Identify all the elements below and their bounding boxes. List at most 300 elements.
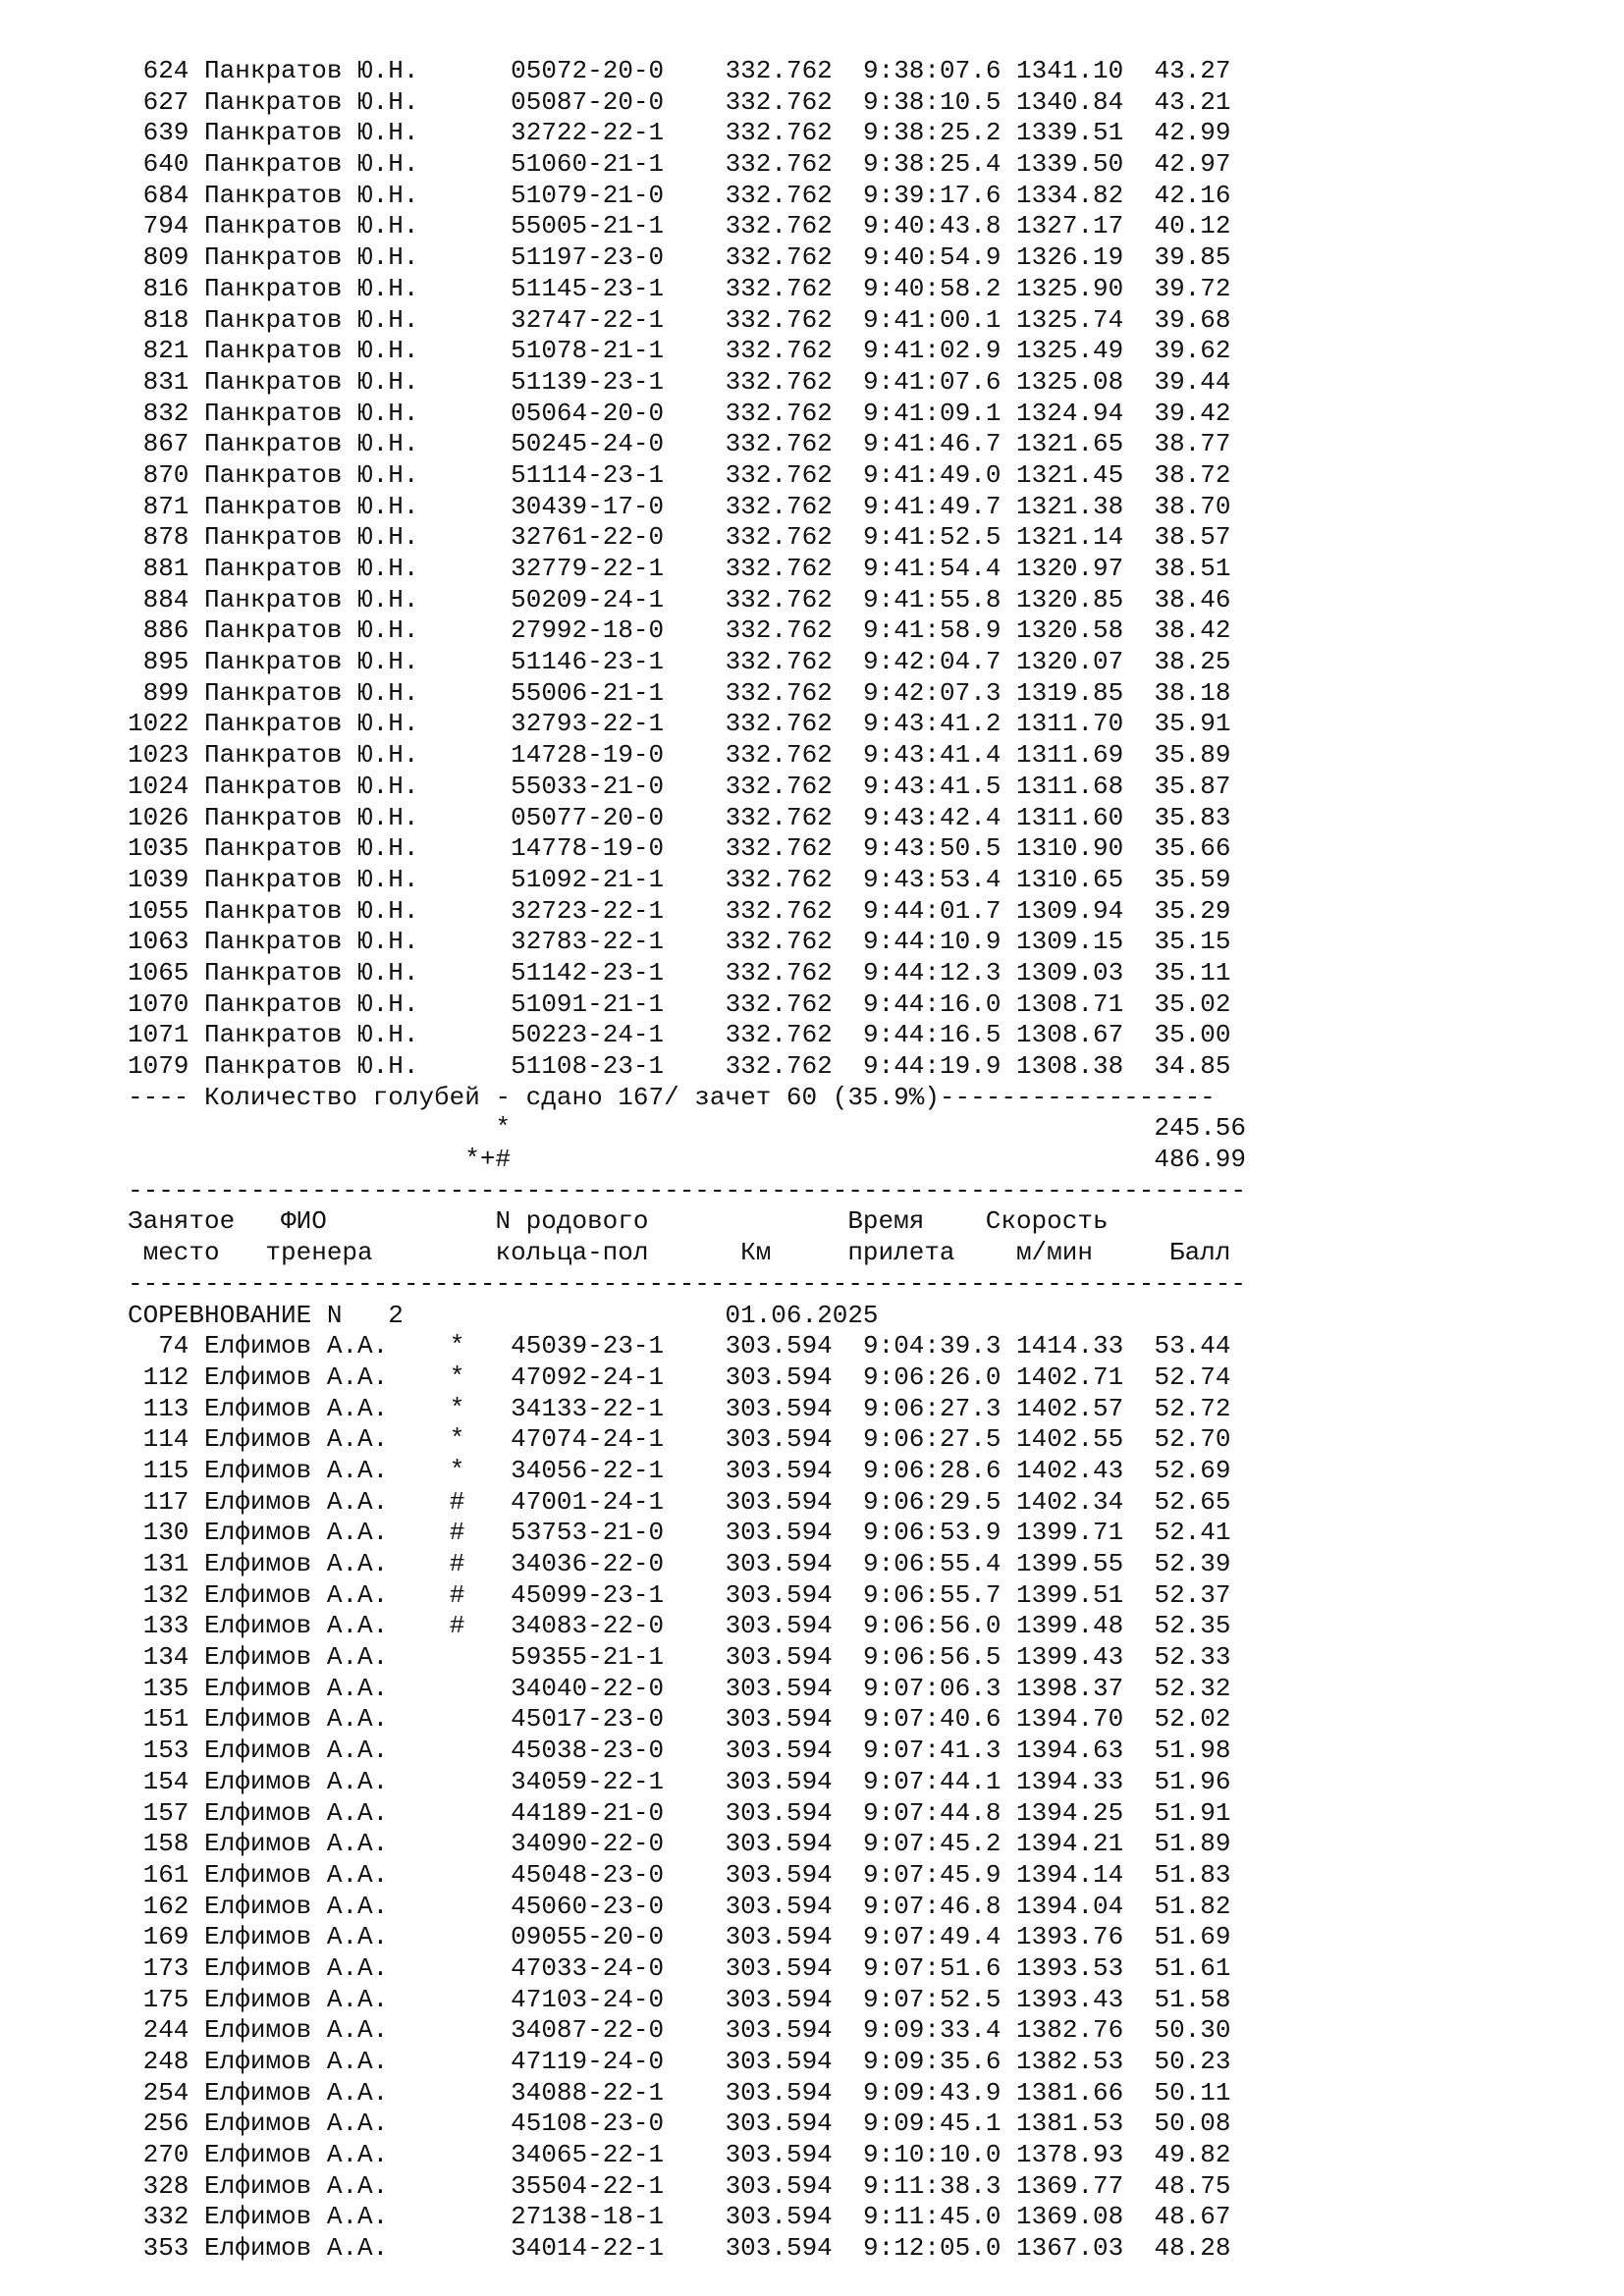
cell-mark — [450, 1798, 465, 1828]
cell-score: 38.70 — [1138, 491, 1231, 521]
cell-km: 303.594 — [725, 1922, 833, 1952]
cell-ring: 45039-23-1 — [511, 1331, 665, 1362]
cell-score: 42.97 — [1138, 149, 1231, 180]
cell-ring: 47092-24-1 — [511, 1362, 665, 1392]
cell-speed: 1309.94 — [1016, 895, 1124, 926]
cell-speed: 1321.65 — [1016, 429, 1124, 459]
table-row — [128, 1580, 1502, 1612]
cell-speed: 1308.67 — [1016, 1020, 1124, 1050]
cell-ring: 51108-23-1 — [511, 1051, 665, 1081]
cell-arrival-time: 9:43:41.4 — [863, 740, 1001, 771]
cell-mark — [450, 2233, 465, 2263]
cell-mark — [450, 772, 465, 801]
cell-score: 51.82 — [1138, 1891, 1231, 1921]
cell-place: 1079 — [128, 1051, 189, 1081]
cell-speed: 1311.68 — [1016, 771, 1124, 801]
cell-mark — [450, 149, 465, 179]
table-row — [128, 927, 1502, 958]
cell-trainer: Панкратов Ю.Н. — [204, 957, 435, 988]
cell-trainer: Елфимов А.А. — [204, 2015, 435, 2046]
cell-place: 627 — [128, 86, 189, 117]
column-header-top: Занятое ФИО N родового Время Скорость — [128, 1206, 1109, 1237]
cell-km: 303.594 — [725, 1579, 833, 1610]
cell-ring: 51078-21-1 — [511, 336, 665, 366]
cell-score: 52.72 — [1138, 1393, 1231, 1423]
cell-ring: 47033-24-0 — [511, 1952, 665, 1983]
table-row — [128, 460, 1502, 492]
cell-mark: * — [449, 1424, 465, 1455]
cell-trainer: Елфимов А.А. — [204, 1829, 435, 1859]
cell-mark — [450, 2078, 465, 2108]
cell-trainer: Панкратов Ю.Н. — [204, 1051, 435, 1081]
cell-speed: 1382.76 — [1016, 2015, 1124, 2046]
cell-trainer: Елфимов А.А. — [204, 1486, 435, 1517]
table-row — [128, 958, 1502, 989]
cell-ring: 09055-20-0 — [511, 1922, 665, 1952]
cell-score: 52.69 — [1138, 1455, 1231, 1485]
table-row — [128, 1424, 1502, 1456]
cell-ring: 05087-20-0 — [511, 86, 665, 117]
cell-trainer: Елфимов А.А. — [204, 2202, 435, 2232]
table-row — [128, 1767, 1502, 1798]
table-row — [128, 492, 1502, 523]
cell-trainer: Елфимов А.А. — [204, 2233, 435, 2264]
cell-speed: 1402.71 — [1016, 1362, 1124, 1392]
table-row — [128, 2140, 1502, 2171]
cell-speed: 1311.60 — [1016, 802, 1124, 832]
cell-arrival-time: 9:38:25.2 — [863, 118, 1001, 148]
cell-trainer: Панкратов Ю.Н. — [204, 740, 435, 771]
cell-score: 35.11 — [1138, 957, 1231, 988]
cell-trainer: Панкратов Ю.Н. — [204, 273, 435, 303]
cell-arrival-time: 9:07:44.8 — [863, 1797, 1001, 1828]
cell-mark — [450, 1953, 465, 1983]
cell-score: 39.72 — [1138, 273, 1231, 303]
cell-place: 1035 — [128, 833, 189, 864]
cell-score: 52.41 — [1138, 1518, 1231, 1548]
cell-mark — [450, 1051, 465, 1081]
cell-mark: * — [449, 1331, 465, 1362]
table-row — [128, 1704, 1502, 1735]
cell-trainer: Елфимов А.А. — [204, 1704, 435, 1735]
cell-mark — [450, 1767, 465, 1796]
table-row — [128, 181, 1502, 212]
cell-score: 43.21 — [1138, 86, 1231, 117]
cell-arrival-time: 9:07:45.2 — [863, 1829, 1001, 1859]
cell-score: 35.66 — [1138, 833, 1231, 864]
cell-mark — [450, 554, 465, 583]
cell-ring: 50245-24-0 — [511, 429, 665, 459]
cell-score: 39.85 — [1138, 242, 1231, 273]
cell-speed: 1394.33 — [1016, 1766, 1124, 1796]
cell-score: 51.69 — [1138, 1922, 1231, 1952]
cell-mark — [450, 367, 465, 397]
cell-mark: # — [449, 1549, 465, 1578]
total-line — [128, 1113, 1502, 1145]
cell-mark — [450, 1020, 465, 1049]
cell-trainer: Елфимов А.А. — [204, 1952, 435, 1983]
cell-mark — [450, 56, 465, 85]
cell-trainer: Елфимов А.А. — [204, 2140, 435, 2170]
cell-trainer: Елфимов А.А. — [204, 1859, 435, 1890]
cell-score: 34.85 — [1138, 1051, 1231, 1081]
cell-mark — [450, 647, 465, 676]
cell-arrival-time: 9:06:27.3 — [863, 1393, 1001, 1423]
cell-place: 1071 — [128, 1020, 189, 1050]
cell-speed: 1311.69 — [1016, 740, 1124, 771]
cell-speed: 1325.49 — [1016, 336, 1124, 366]
cell-ring: 51091-21-1 — [511, 988, 665, 1019]
cell-speed: 1394.21 — [1016, 1829, 1124, 1859]
cell-place: 158 — [128, 1829, 189, 1859]
cell-place: 161 — [128, 1859, 189, 1890]
cell-ring: 34083-22-0 — [511, 1611, 665, 1641]
cell-speed: 1393.43 — [1016, 1984, 1124, 2014]
cell-ring: 34088-22-1 — [511, 2077, 665, 2108]
cell-place: 117 — [128, 1486, 189, 1517]
cell-mark — [450, 336, 465, 365]
cell-place: 132 — [128, 1579, 189, 1610]
cell-speed: 1310.90 — [1016, 833, 1124, 864]
cell-trainer: Елфимов А.А. — [204, 1673, 435, 1703]
cell-score: 50.23 — [1138, 2047, 1231, 2076]
cell-place: 1023 — [128, 740, 189, 771]
cell-speed: 1320.58 — [1016, 615, 1124, 646]
cell-trainer: Елфимов А.А. — [204, 1611, 435, 1641]
cell-speed: 1341.10 — [1016, 56, 1124, 85]
cell-speed: 1402.55 — [1016, 1424, 1124, 1455]
cell-trainer: Панкратов Ю.Н. — [204, 864, 435, 894]
cell-km: 303.594 — [725, 1891, 833, 1921]
cell-trainer: Елфимов А.А. — [204, 1455, 435, 1485]
cell-arrival-time: 9:09:45.1 — [863, 2109, 1001, 2139]
cell-speed: 1393.76 — [1016, 1922, 1124, 1952]
cell-arrival-time: 9:40:54.9 — [863, 242, 1001, 273]
cell-mark — [450, 2202, 465, 2231]
cell-place: 881 — [128, 554, 189, 583]
cell-speed: 1393.53 — [1016, 1952, 1124, 1983]
cell-speed: 1367.03 — [1016, 2233, 1124, 2264]
cell-score: 53.44 — [1138, 1331, 1231, 1362]
cell-place: 831 — [128, 366, 189, 397]
cell-speed: 1320.07 — [1016, 647, 1124, 677]
cell-ring: 34090-22-0 — [511, 1829, 665, 1859]
cell-arrival-time: 9:41:07.6 — [863, 366, 1001, 397]
cell-trainer: Елфимов А.А. — [204, 1518, 435, 1548]
cell-km: 303.594 — [725, 1735, 833, 1766]
cell-km: 332.762 — [725, 833, 833, 864]
cell-place: 832 — [128, 398, 189, 428]
cell-place: 1063 — [128, 927, 189, 957]
cell-mark — [450, 1892, 465, 1921]
cell-ring: 34059-22-1 — [511, 1766, 665, 1796]
cell-score: 39.62 — [1138, 336, 1231, 366]
cell-ring: 55033-21-0 — [511, 771, 665, 801]
cell-ring: 59355-21-1 — [511, 1642, 665, 1673]
cell-mark — [450, 896, 465, 926]
cell-place: 821 — [128, 336, 189, 366]
cell-score: 52.33 — [1138, 1642, 1231, 1673]
cell-km: 332.762 — [725, 895, 833, 926]
cell-mark — [450, 1674, 465, 1703]
cell-trainer: Елфимов А.А. — [204, 2170, 435, 2201]
cell-trainer: Панкратов Ю.Н. — [204, 895, 435, 926]
cell-speed: 1324.94 — [1016, 398, 1124, 428]
cell-km: 303.594 — [725, 1673, 833, 1703]
cell-ring: 50209-24-1 — [511, 584, 665, 614]
cell-place: 112 — [128, 1362, 189, 1392]
cell-trainer: Панкратов Ю.Н. — [204, 336, 435, 366]
cell-score: 52.02 — [1138, 1704, 1231, 1735]
cell-arrival-time: 9:10:10.0 — [863, 2140, 1001, 2170]
table-row — [128, 772, 1502, 803]
cell-mark — [450, 429, 465, 458]
cell-mark — [450, 492, 465, 521]
cell-km: 303.594 — [725, 1797, 833, 1828]
cell-score: 51.83 — [1138, 1859, 1231, 1890]
cell-score: 38.72 — [1138, 459, 1231, 490]
competition-line — [128, 1301, 1502, 1332]
cell-km: 332.762 — [725, 86, 833, 117]
table-row — [128, 305, 1502, 337]
cell-speed: 1402.57 — [1016, 1393, 1124, 1423]
cell-km: 332.762 — [725, 957, 833, 988]
cell-place: 1039 — [128, 864, 189, 894]
cell-mark — [450, 211, 465, 240]
cell-speed: 1402.43 — [1016, 1455, 1124, 1485]
cell-score: 52.32 — [1138, 1673, 1231, 1703]
cell-km: 332.762 — [725, 709, 833, 739]
cell-trainer: Елфимов А.А. — [204, 1393, 435, 1423]
cell-km: 332.762 — [725, 56, 833, 85]
cell-mark — [450, 2109, 465, 2138]
cell-arrival-time: 9:09:43.9 — [863, 2077, 1001, 2108]
cell-ring: 45108-23-0 — [511, 2109, 665, 2139]
cell-trainer: Панкратов Ю.Н. — [204, 927, 435, 957]
cell-score: 52.35 — [1138, 1611, 1231, 1641]
cell-arrival-time: 9:07:41.3 — [863, 1735, 1001, 1766]
cell-arrival-time: 9:41:52.5 — [863, 522, 1001, 553]
cell-ring: 34036-22-0 — [511, 1549, 665, 1578]
cell-trainer: Панкратов Ю.Н. — [204, 211, 435, 241]
cell-mark — [450, 181, 465, 210]
cell-arrival-time: 9:41:46.7 — [863, 429, 1001, 459]
cell-trainer: Елфимов А.А. — [204, 1984, 435, 2014]
cell-trainer: Панкратов Ю.Н. — [204, 180, 435, 210]
cell-place: 131 — [128, 1549, 189, 1578]
cell-place: 254 — [128, 2077, 189, 2108]
cell-trainer: Елфимов А.А. — [204, 1891, 435, 1921]
cell-place: 818 — [128, 304, 189, 335]
cell-arrival-time: 9:41:02.9 — [863, 336, 1001, 366]
cell-speed: 1321.14 — [1016, 522, 1124, 553]
cell-place: 867 — [128, 429, 189, 459]
cell-trainer: Панкратов Ю.Н. — [204, 56, 435, 85]
cell-mark — [450, 2047, 465, 2076]
cell-ring: 51079-21-0 — [511, 180, 665, 210]
table-row — [128, 647, 1502, 678]
cell-arrival-time: 9:41:49.0 — [863, 459, 1001, 490]
cell-km: 332.762 — [725, 647, 833, 677]
cell-trainer: Панкратов Ю.Н. — [204, 398, 435, 428]
cell-arrival-time: 9:43:50.5 — [863, 833, 1001, 864]
cell-ring: 51197-23-0 — [511, 242, 665, 273]
cell-speed: 1327.17 — [1016, 211, 1124, 241]
cell-score: 38.51 — [1138, 554, 1231, 583]
cell-place: 270 — [128, 2140, 189, 2170]
cell-mark — [450, 87, 465, 117]
cell-mark — [450, 522, 465, 552]
cell-speed: 1326.19 — [1016, 242, 1124, 273]
cell-arrival-time: 9:07:45.9 — [863, 1859, 1001, 1890]
cell-trainer: Панкратов Ю.Н. — [204, 149, 435, 180]
cell-km: 332.762 — [725, 336, 833, 366]
cell-ring: 45099-23-1 — [511, 1579, 665, 1610]
cell-arrival-time: 9:39:17.6 — [863, 180, 1001, 210]
cell-ring: 51146-23-1 — [511, 647, 665, 677]
cell-km: 332.762 — [725, 1051, 833, 1081]
cell-score: 40.12 — [1138, 211, 1231, 241]
cell-place: 115 — [128, 1455, 189, 1485]
cell-ring: 45060-23-0 — [511, 1891, 665, 1921]
cell-place: 173 — [128, 1952, 189, 1983]
cell-mark — [450, 1735, 465, 1765]
cell-mark — [450, 274, 465, 303]
cell-score: 48.28 — [1138, 2233, 1231, 2264]
cell-km: 332.762 — [725, 584, 833, 614]
cell-mark: # — [449, 1486, 465, 1517]
cell-km: 332.762 — [725, 304, 833, 335]
cell-arrival-time: 9:44:16.5 — [863, 1020, 1001, 1050]
table-row — [128, 1735, 1502, 1767]
total-mark: * — [495, 1113, 512, 1144]
cell-score: 52.39 — [1138, 1549, 1231, 1578]
cell-km: 303.594 — [725, 2077, 833, 2108]
cell-arrival-time: 9:43:41.2 — [863, 709, 1001, 739]
cell-ring: 51145-23-1 — [511, 273, 665, 303]
cell-mark — [450, 399, 465, 428]
cell-arrival-time: 9:06:29.5 — [863, 1486, 1001, 1517]
cell-arrival-time: 9:12:05.0 — [863, 2233, 1001, 2264]
cell-mark — [450, 1829, 465, 1858]
cell-place: 332 — [128, 2202, 189, 2232]
cell-km: 332.762 — [725, 615, 833, 646]
cell-arrival-time: 9:06:55.7 — [863, 1579, 1001, 1610]
cell-mark — [450, 709, 465, 738]
cell-ring: 51114-23-1 — [511, 459, 665, 490]
table-row — [128, 1051, 1502, 1083]
table-row — [128, 2233, 1502, 2265]
cell-arrival-time: 9:41:58.9 — [863, 615, 1001, 646]
separator: ------------------------------------------------------------------------- — [128, 1175, 1246, 1205]
cell-place: 899 — [128, 677, 189, 708]
cell-place: 157 — [128, 1797, 189, 1828]
cell-speed: 1399.55 — [1016, 1549, 1124, 1578]
cell-speed: 1319.85 — [1016, 677, 1124, 708]
cell-speed: 1369.77 — [1016, 2170, 1124, 2201]
cell-km: 332.762 — [725, 366, 833, 397]
cell-arrival-time: 9:06:56.5 — [863, 1642, 1001, 1673]
cell-trainer: Елфимов А.А. — [204, 1735, 435, 1766]
cell-ring: 05072-20-0 — [511, 56, 665, 85]
cell-ring: 27138-18-1 — [511, 2202, 665, 2232]
cell-ring: 32793-22-1 — [511, 709, 665, 739]
cell-mark — [450, 242, 465, 272]
cell-score: 50.11 — [1138, 2077, 1231, 2108]
cell-place: 74 — [128, 1331, 189, 1362]
cell-score: 35.29 — [1138, 895, 1231, 926]
table-row — [128, 56, 1502, 87]
cell-arrival-time: 9:43:41.5 — [863, 771, 1001, 801]
table-row — [128, 211, 1502, 242]
cell-place: 816 — [128, 273, 189, 303]
cell-place: 135 — [128, 1673, 189, 1703]
cell-km: 332.762 — [725, 491, 833, 521]
cell-ring: 32723-22-1 — [511, 895, 665, 926]
cell-ring: 55006-21-1 — [511, 677, 665, 708]
cell-mark — [450, 1642, 465, 1672]
cell-ring: 51142-23-1 — [511, 957, 665, 988]
cell-place: 871 — [128, 491, 189, 521]
cell-speed: 1320.85 — [1016, 584, 1124, 614]
cell-ring: 34056-22-1 — [511, 1455, 665, 1485]
cell-trainer: Елфимов А.А. — [204, 1766, 435, 1796]
cell-trainer: Елфимов А.А. — [204, 2077, 435, 2108]
cell-trainer: Панкратов Ю.Н. — [204, 584, 435, 614]
table-row — [128, 242, 1502, 274]
cell-speed: 1394.25 — [1016, 1797, 1124, 1828]
cell-km: 332.762 — [725, 429, 833, 459]
cell-score: 38.25 — [1138, 647, 1231, 677]
cell-ring: 53753-21-0 — [511, 1518, 665, 1548]
cell-speed: 1310.65 — [1016, 864, 1124, 894]
cell-arrival-time: 9:07:44.1 — [863, 1766, 1001, 1796]
cell-ring: 45017-23-0 — [511, 1704, 665, 1735]
cell-mark — [450, 833, 465, 863]
table-row — [128, 2047, 1502, 2078]
cell-score: 52.65 — [1138, 1486, 1231, 1517]
cell-speed: 1398.37 — [1016, 1673, 1124, 1703]
cell-arrival-time: 9:07:46.8 — [863, 1891, 1001, 1921]
competition-label: СОРЕВНОВАНИЕ N 2 — [128, 1300, 726, 1330]
cell-mark: # — [449, 1611, 465, 1641]
cell-km: 303.594 — [725, 1455, 833, 1485]
cell-arrival-time: 9:43:53.4 — [863, 864, 1001, 894]
cell-mark — [450, 678, 465, 708]
cell-ring: 05077-20-0 — [511, 802, 665, 832]
cell-ring: 34040-22-0 — [511, 1673, 665, 1703]
total-value: 245.56 — [1154, 1113, 1247, 1144]
cell-arrival-time: 9:06:56.0 — [863, 1611, 1001, 1641]
cell-km: 332.762 — [725, 522, 833, 553]
table-row — [128, 1985, 1502, 2016]
table-row — [128, 522, 1502, 554]
cell-score: 38.77 — [1138, 429, 1231, 459]
table-row — [128, 87, 1502, 119]
separator: ------------------------------------------------------------------------- — [128, 1268, 1246, 1299]
cell-mark: * — [449, 1362, 465, 1392]
cell-km: 332.762 — [725, 740, 833, 771]
cell-mark: # — [449, 1518, 465, 1548]
cell-place: 878 — [128, 522, 189, 553]
table-row — [128, 399, 1502, 430]
cell-place: 175 — [128, 1984, 189, 2014]
cell-km: 332.762 — [725, 988, 833, 1019]
cell-mark — [450, 865, 465, 894]
cell-ring: 45048-23-0 — [511, 1859, 665, 1890]
cell-trainer: Елфимов А.А. — [204, 1424, 435, 1455]
cell-speed: 1394.70 — [1016, 1704, 1124, 1735]
